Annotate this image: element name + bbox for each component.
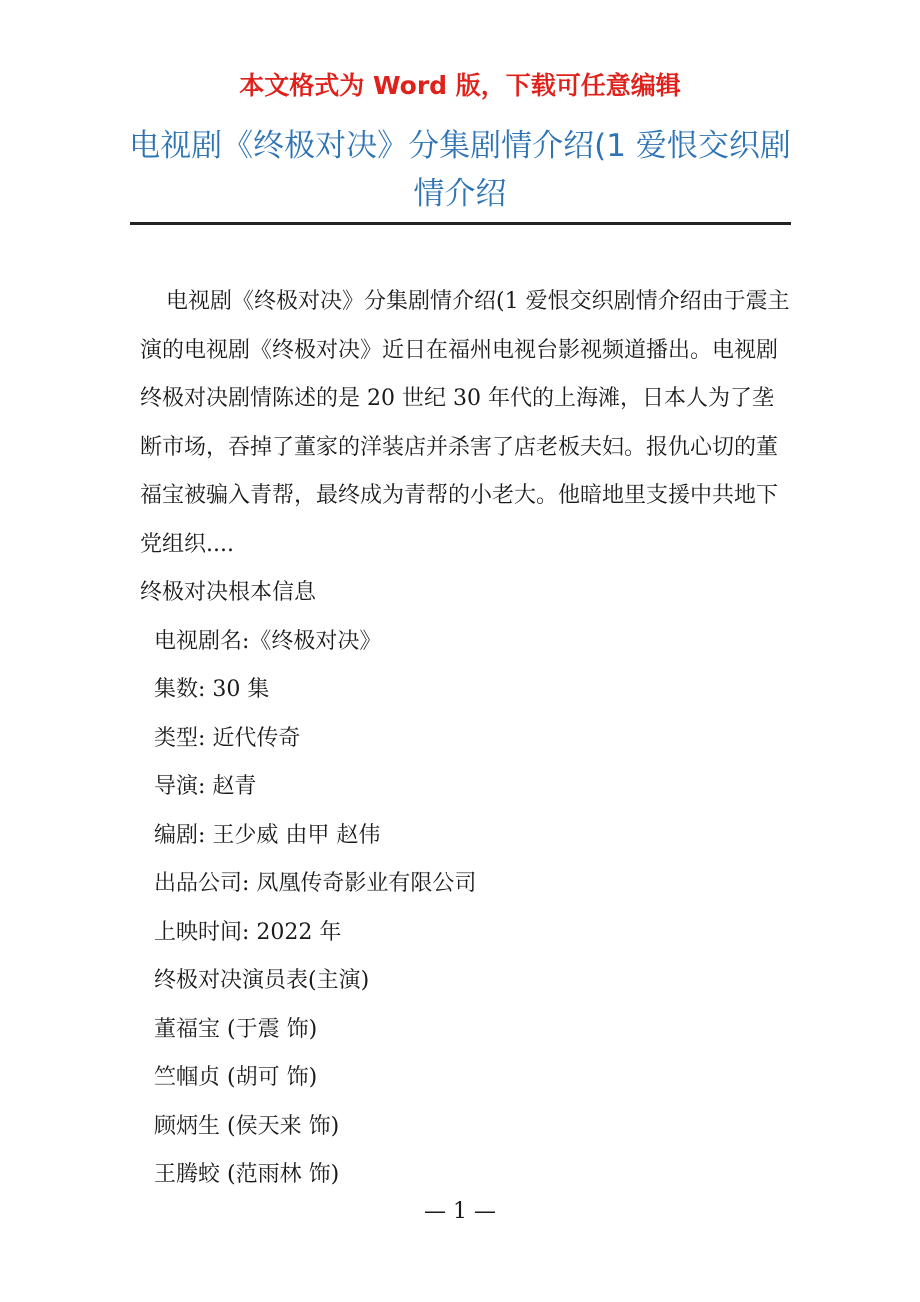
cast-line: 董福宝 (于震 饰) [154,1016,318,1042]
cast-line: 顾炳生 (侯天来 饰) [154,1113,340,1139]
title-divider [130,222,791,225]
document-body [140,278,790,1200]
info-line: 类型: 近代传奇 [154,725,301,751]
info-line: 出品公司: 凤凰传奇影业有限公司 [154,871,477,896]
info-line: 电视剧名:《终极对决》 [154,628,382,654]
cast-line: 竺帼贞 (胡可 饰) [154,1065,318,1090]
info-line: 编剧: 王少威 由甲 赵伟 [154,822,381,848]
intro-paragraph: 电视剧《终极对决》分集剧情介绍(1 爱恨交织剧情介绍由于震主演的电视剧《终极对决》近日在福州电视台影视频道播出。电视剧终极对决剧情陈述的是 20 世纪 30 年代的上海滩，日本人为了垄断市场，吞掉了董家的洋装店并杀害了店老板夫妇。报仇心切的董福宝被骗入青帮，最终成为青帮的小老大。他暗地里支援中共地下党组织.... [140,289,790,557]
format-notice: 本文格式为 Word 版，下载可任意编辑 [239,71,681,100]
info-line: 上映时间: 2022 年 [154,919,342,945]
info-line: 导演: 赵青 [154,774,257,799]
document-title: 电视剧《终极对决》分集剧情介绍(1 爱恨交织剧情介绍 [129,128,791,212]
info-line: 集数: 30 集 [154,677,270,702]
info-heading: 终极对决根本信息 [140,580,317,605]
cast-heading: 终极对决演员表(主演) [154,968,370,993]
page-number: — 1 — [424,1199,496,1224]
cast-line: 王腾蛟 (范雨林 饰) [154,1162,340,1187]
